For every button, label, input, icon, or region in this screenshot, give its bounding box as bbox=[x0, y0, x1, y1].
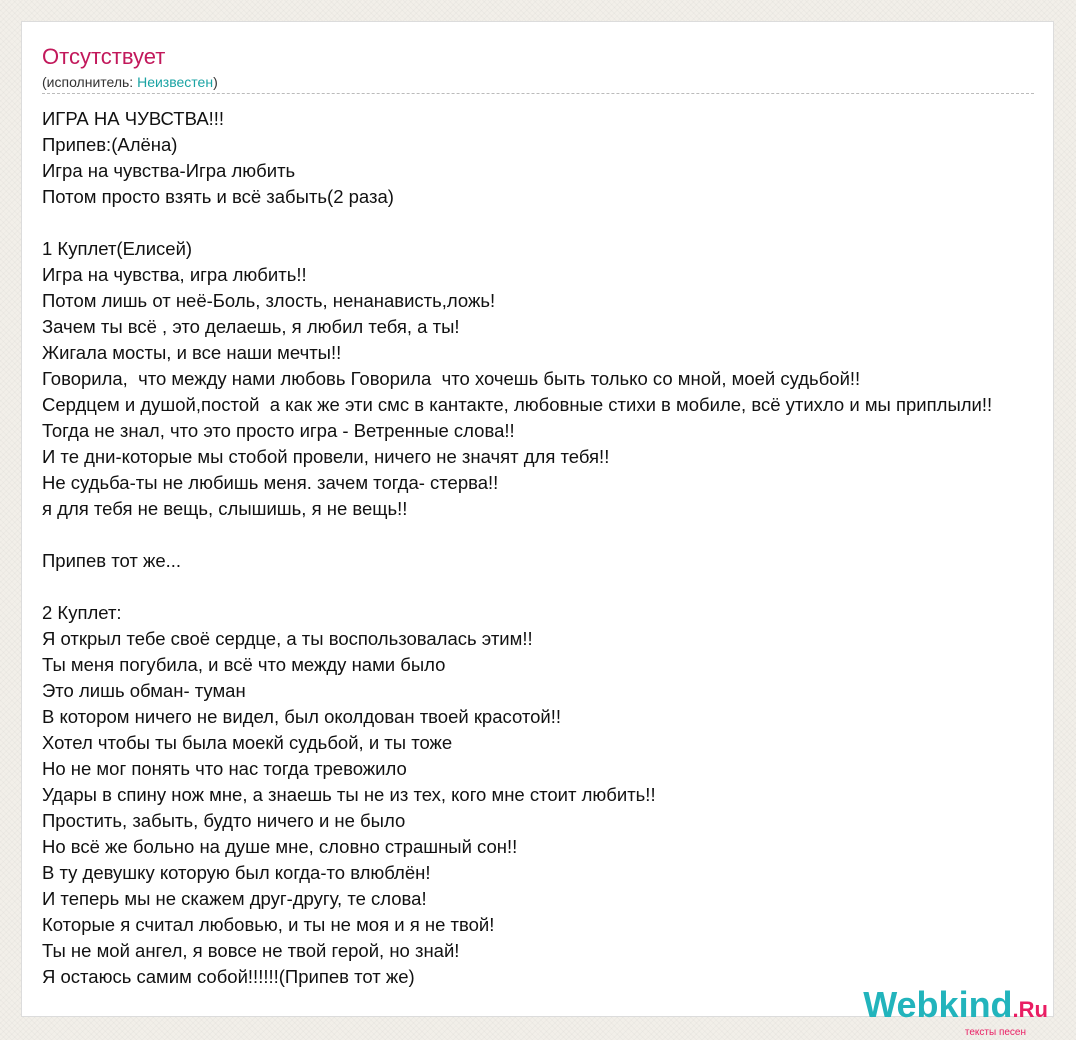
lyric-line: Простить, забыть, будто ничего и не было bbox=[42, 810, 406, 831]
lyric-line: И те дни-которые мы стобой провели, ничего не значят для тебя!! bbox=[42, 446, 610, 467]
lyrics-text bbox=[42, 106, 1055, 990]
song-title: Отсутствует bbox=[42, 44, 166, 69]
lyric-line: Тогда не знал, что это просто игра - Ветренные слова!! bbox=[42, 420, 515, 441]
lyric-line: Удары в спину нож мне, а знаешь ты не из тех, кого мне стоит любить!! bbox=[42, 784, 656, 805]
lyric-line: 1 Куплет(Елисей) bbox=[42, 238, 193, 259]
site-logo[interactable] bbox=[863, 986, 1048, 1038]
lyric-line: 2 Куплет: bbox=[42, 602, 122, 623]
logo-name: Webkind bbox=[863, 984, 1013, 1025]
lyric-line: Припев:(Алёна) bbox=[42, 134, 178, 155]
lyrics-card bbox=[21, 21, 1054, 1017]
lyric-line: Это лишь обман- туман bbox=[42, 680, 246, 701]
lyric-line: Игра на чувства-Игра любить bbox=[42, 160, 296, 181]
lyric-line bbox=[42, 522, 1055, 548]
artist-line bbox=[42, 73, 218, 91]
lyric-line: Ты меня погубила, и всё что между нами было bbox=[42, 654, 446, 675]
lyric-line: я для тебя не вещь, слышишь, я не вещь!! bbox=[42, 498, 408, 519]
lyric-line: Но всё же больно на душе мне, словно страшный сон!! bbox=[42, 836, 518, 857]
lyric-line: В ту девушку которую был когда-то влюблён! bbox=[42, 862, 431, 883]
artist-suffix: ) bbox=[213, 74, 218, 90]
title-divider bbox=[42, 93, 1034, 94]
lyric-line: Которые я считал любовью, и ты не моя и я не твой! bbox=[42, 914, 495, 935]
lyric-line: Говорила, что между нами любовь Говорила что хочешь быть только со мной, моей судьбой!! bbox=[42, 368, 861, 389]
lyric-line: ИГРА НА ЧУВСТВА!!! bbox=[42, 108, 225, 129]
lyric-line: Сердцем и душой,постой а как же эти смс в кантакте, любовные стихи в мобиле, всё утихло и мы приплыли!! bbox=[42, 394, 993, 415]
lyric-line: Хотел чтобы ты была моекй судьбой, и ты тоже bbox=[42, 732, 453, 753]
lyric-line: Припев тот же... bbox=[42, 550, 182, 571]
lyric-line: И теперь мы не скажем друг-другу, те слова! bbox=[42, 888, 427, 909]
lyric-line: Ты не мой ангел, я вовсе не твой герой, но знай! bbox=[42, 940, 460, 961]
lyric-line: В котором ничего не видел, был околдован твоей красотой!! bbox=[42, 706, 562, 727]
lyric-line: Зачем ты всё , это делаешь, я любил тебя, а ты! bbox=[42, 316, 460, 337]
lyric-line: Потом просто взять и всё забыть(2 раза) bbox=[42, 186, 394, 207]
lyric-line: Потом лишь от неё-Боль, злость, ненанависть,ложь! bbox=[42, 290, 496, 311]
lyric-line bbox=[42, 574, 1055, 600]
artist-link[interactable]: Неизвестен bbox=[137, 74, 214, 90]
lyric-line: Жигала мосты, и все наши мечты!! bbox=[42, 342, 342, 363]
lyric-line: Я открыл тебе своё сердце, а ты воспользовалась этим!! bbox=[42, 628, 533, 649]
lyric-line bbox=[42, 210, 1055, 236]
lyric-line: Игра на чувства, игра любить!! bbox=[42, 264, 307, 285]
logo-tld: .Ru bbox=[1012, 997, 1048, 1022]
lyric-line: Не судьба-ты не любишь меня. зачем тогда- стерва!! bbox=[42, 472, 499, 493]
artist-prefix: (исполнитель: bbox=[42, 74, 138, 90]
lyric-line: Я остаюсь самим собой!!!!!!(Припев тот же) bbox=[42, 966, 415, 987]
lyric-line: Но не мог понять что нас тогда тревожило bbox=[42, 758, 407, 779]
logo-tagline: тексты песен bbox=[964, 1027, 1026, 1038]
